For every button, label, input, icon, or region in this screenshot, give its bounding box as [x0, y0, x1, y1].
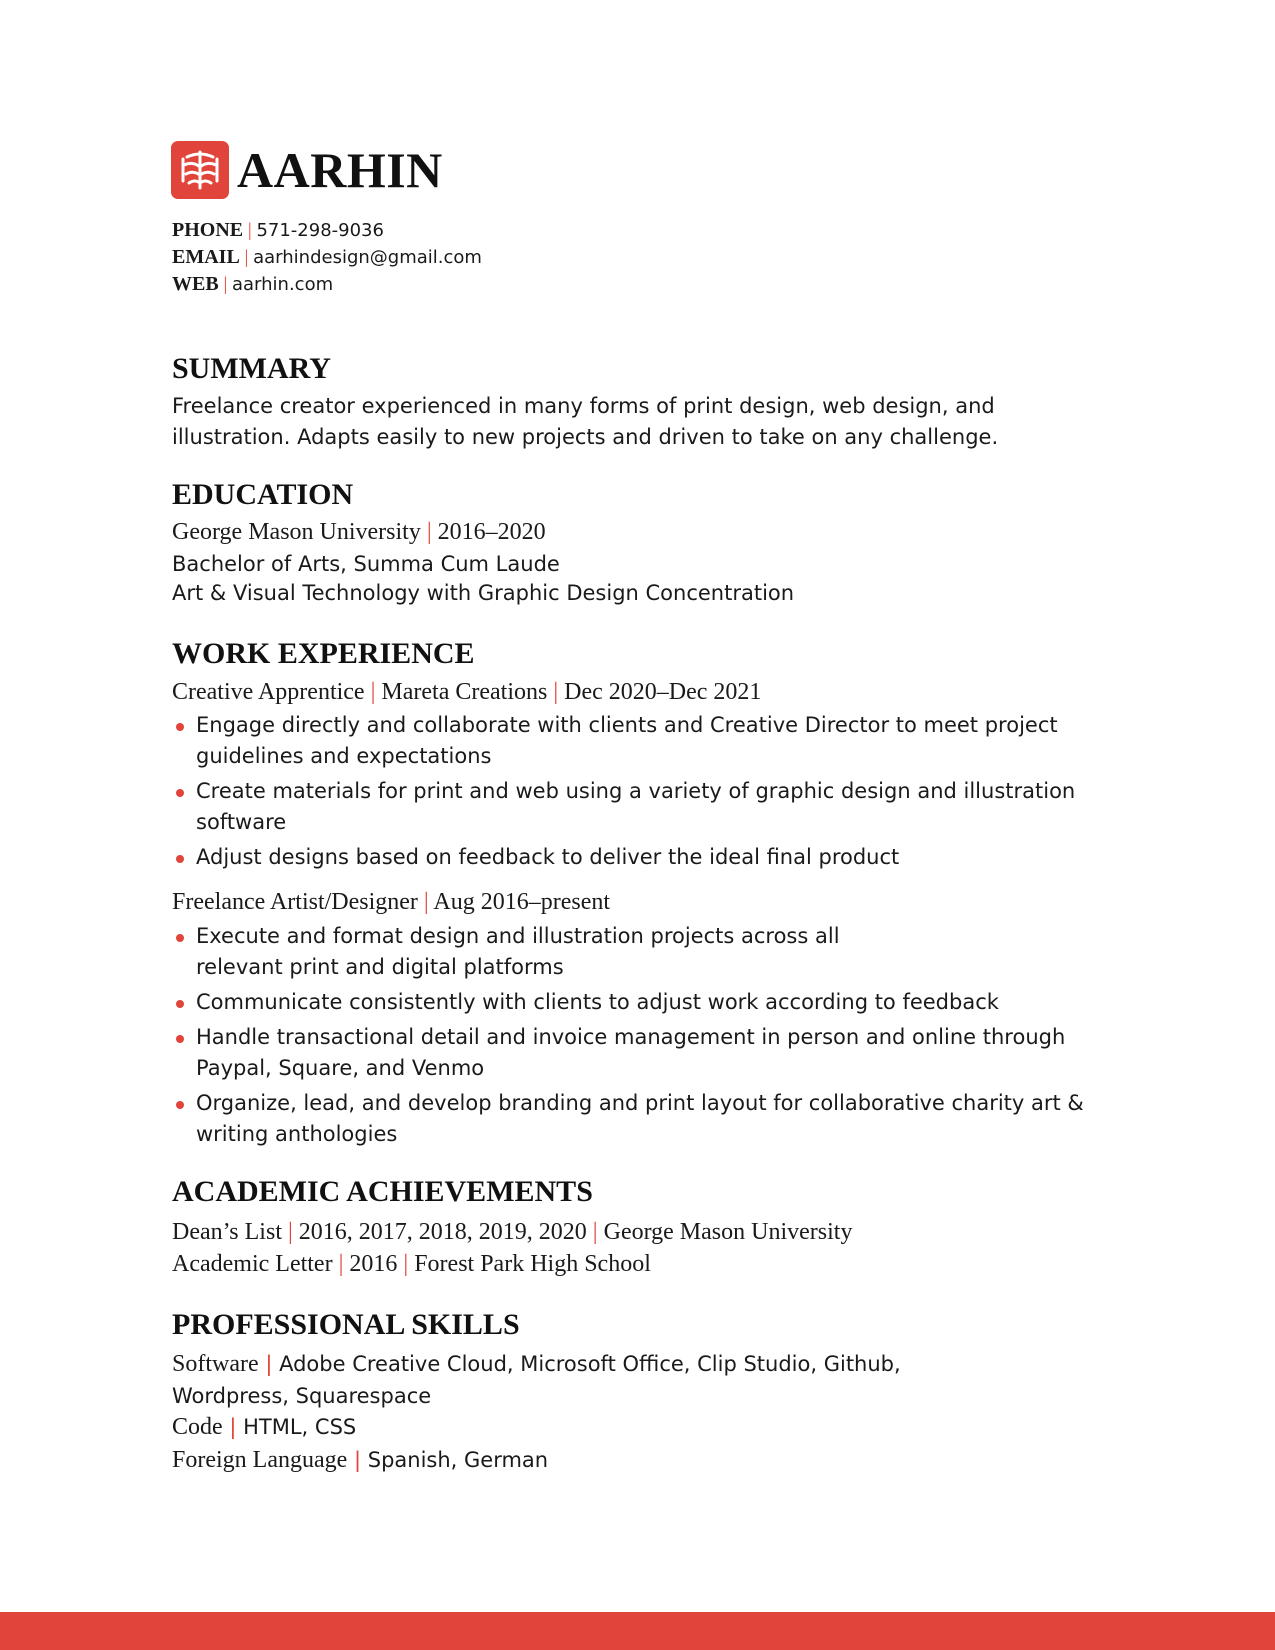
job-bullets [172, 710, 1102, 877]
separator: | [247, 220, 252, 241]
separator: | [592, 1219, 598, 1245]
summary-text: Freelance creator experienced in many forms of print design, web design, and illustration. Adapts easily to new projects and driven to take on any challenge. [172, 394, 999, 449]
summary-heading: SUMMARY [172, 352, 331, 385]
separator: | [553, 679, 559, 705]
bullet-text: Organize, lead, and develop branding and print layout for collaborative charity art & writing anthologies [196, 1091, 1084, 1146]
work-heading: WORK EXPERIENCE [172, 637, 475, 670]
bullet-icon [176, 1000, 184, 1008]
achievements-heading: ACADEMIC ACHIEVEMENTS [172, 1175, 593, 1208]
list-item [172, 1022, 1102, 1084]
achievement-years: 2016, 2017, 2018, 2019, 2020 [298, 1219, 587, 1245]
education-heading: EDUCATION [172, 478, 354, 511]
bullet-text: Adjust designs based on feedback to deliver the ideal final product [196, 845, 900, 869]
skill-value: Spanish, German [367, 1448, 549, 1472]
skill-value: HTML, CSS [243, 1415, 357, 1439]
brand-name: AARHIN [237, 142, 443, 198]
skills-heading: PROFESSIONAL SKILLS [172, 1308, 520, 1341]
skill-label: Software [172, 1351, 259, 1377]
list-item [172, 710, 1102, 772]
education-program: Art & Visual Technology with Graphic Design Concentration [172, 581, 795, 605]
education-school-line [172, 516, 546, 548]
job-title-line [172, 886, 610, 918]
contact-phone [172, 217, 482, 244]
school-name: George Mason University [172, 519, 421, 545]
achievement-line [172, 1216, 852, 1248]
separator: | [287, 1219, 293, 1245]
separator: | [423, 889, 429, 915]
separator: | [338, 1251, 344, 1277]
contact-web [172, 271, 482, 298]
job-role: Freelance Artist/Designer [172, 889, 418, 915]
list-item [172, 1088, 1102, 1150]
separator: | [426, 519, 432, 545]
list-item [172, 842, 1102, 873]
list-item [172, 776, 1102, 838]
email-link[interactable]: aarhindesign@gmail.com [253, 247, 482, 268]
achievement-school: Forest Park High School [414, 1251, 651, 1277]
bullet-text: Create materials for print and web using a variety of graphic design and illustration software [196, 779, 1076, 834]
bullet-icon [176, 789, 184, 797]
contact-email [172, 244, 482, 271]
separator: | [223, 274, 228, 295]
bullet-icon [176, 1101, 184, 1109]
achievement-years: 2016 [349, 1251, 398, 1277]
job-dates: Aug 2016–present [433, 889, 611, 915]
contact-block [172, 217, 482, 298]
achievement-name: Dean’s List [172, 1219, 282, 1245]
separator: | [353, 1448, 362, 1472]
separator: | [244, 247, 249, 268]
separator: | [265, 1352, 273, 1376]
separator: | [229, 1415, 237, 1439]
bullet-text: Communicate consistently with clients to adjust work according to feedback [196, 990, 999, 1014]
separator: | [370, 679, 376, 705]
education-degree: Bachelor of Arts, Summa Cum Laude [172, 552, 560, 576]
contact-label: PHONE [172, 219, 244, 241]
job-role: Creative Apprentice [172, 679, 365, 705]
resume-header [171, 140, 443, 200]
bullet-text: Engage directly and collaborate with clients and Creative Director to meet project guidelines and expectations [196, 713, 1058, 768]
achievement-school: George Mason University [603, 1219, 853, 1245]
job-company: Mareta Creations [381, 679, 548, 705]
achievement-name: Academic Letter [172, 1251, 333, 1277]
separator: | [403, 1251, 409, 1277]
contact-label: WEB [172, 273, 219, 295]
achievement-line [172, 1248, 651, 1280]
job-title-line [172, 676, 761, 708]
skill-line [172, 1412, 356, 1443]
bullet-icon [176, 723, 184, 731]
skill-line-continued: Wordpress, Squarespace [172, 1384, 432, 1408]
list-item [172, 987, 1102, 1018]
bullet-text: Execute and format design and illustration projects across all relevant print and digital platforms [196, 924, 840, 979]
aarhin-logo-icon [171, 141, 229, 199]
bullet-icon [176, 1035, 184, 1043]
job-bullets [172, 921, 1102, 1154]
footer-accent-bar [0, 1612, 1275, 1650]
skill-label: Foreign Language [172, 1447, 348, 1473]
bullet-icon [176, 934, 184, 942]
phone-value[interactable]: 571-298-9036 [256, 220, 384, 241]
bullet-text: Handle transactional detail and invoice management in person and online through Paypal, Square, and Venmo [196, 1025, 1066, 1080]
web-link[interactable]: aarhin.com [232, 274, 334, 295]
skill-line [172, 1349, 901, 1380]
skill-value: Adobe Creative Cloud, Microsoft Office, Clip Studio, Github, [279, 1352, 901, 1376]
skill-label: Code [172, 1414, 223, 1440]
bullet-icon [176, 855, 184, 863]
skill-line [172, 1445, 548, 1476]
contact-label: EMAIL [172, 246, 240, 268]
school-years: 2016–2020 [437, 519, 546, 545]
list-item [172, 921, 1102, 983]
job-dates: Dec 2020–Dec 2021 [564, 679, 762, 705]
